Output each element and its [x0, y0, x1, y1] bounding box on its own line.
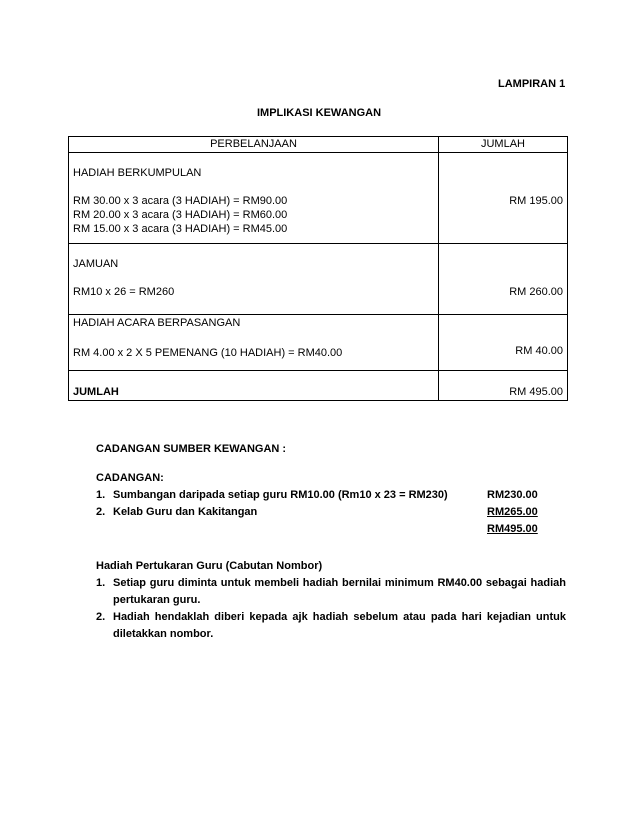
- row-line: RM 4.00 x 2 X 5 PEMENANG (10 HADIAH) = RM40.00: [73, 347, 343, 359]
- page-title: IMPLIKASI KEWANGAN: [256, 107, 382, 119]
- funding-subheading: CADANGAN:: [96, 472, 164, 484]
- total-amount-cell: [439, 371, 568, 401]
- expense-cell: [69, 153, 439, 244]
- item-text: Kelab Guru dan Kakitangan: [113, 506, 258, 518]
- item-number: 1.: [96, 489, 106, 501]
- amount-cell: [439, 315, 568, 371]
- expense-cell: [69, 315, 439, 371]
- item-number: 2.: [96, 506, 106, 518]
- table-row: [69, 315, 568, 371]
- item-amount: RM265.00: [487, 506, 538, 518]
- list-item: [96, 609, 566, 643]
- gift-exchange-section: [96, 558, 566, 643]
- row-line: RM 15.00 x 3 acara (3 HADIAH) = RM45.00: [73, 223, 288, 235]
- funding-section: [96, 441, 566, 538]
- total-label-cell: [69, 371, 439, 401]
- row-heading: HADIAH BERKUMPULAN: [73, 167, 202, 179]
- amount-cell: [439, 244, 568, 315]
- table-row: [69, 244, 568, 315]
- table-row: [69, 153, 568, 244]
- row-amount: RM 260.00: [509, 286, 563, 298]
- row-heading: JAMUAN: [73, 258, 119, 270]
- appendix-label: LAMPIRAN 1: [498, 78, 566, 90]
- item-text: Sumbangan daripada setiap guru RM10.00 (Rm10 x 23 = RM230): [113, 489, 448, 501]
- total-amount: RM 495.00: [509, 386, 563, 398]
- item-number: 1.: [96, 577, 106, 589]
- table-total-row: [69, 371, 568, 401]
- total-label: JUMLAH: [73, 386, 119, 398]
- item-number: 2.: [96, 611, 106, 623]
- row-amount: RM 195.00: [509, 195, 563, 207]
- column-header-amount: JUMLAH: [439, 137, 568, 153]
- item-text: Hadiah hendaklah diberi kepada ajk hadiah sebelum atau pada hari kejadian untuk diletakkan nombor.: [113, 611, 566, 640]
- funding-heading: CADANGAN SUMBER KEWANGAN :: [96, 443, 287, 455]
- expense-table: [68, 136, 568, 401]
- list-item: [96, 575, 566, 609]
- row-line: RM 20.00 x 3 acara (3 HADIAH) = RM60.00: [73, 209, 288, 221]
- row-line: RM10 x 26 = RM260: [73, 286, 175, 298]
- item-text: Setiap guru diminta untuk membeli hadiah bernilai minimum RM40.00 sebagai hadiah pertukaran guru.: [113, 577, 566, 606]
- row-line: RM 30.00 x 3 acara (3 HADIAH) = RM90.00: [73, 195, 288, 207]
- column-header-expense: PERBELANJAAN: [69, 137, 439, 153]
- amount-cell: [439, 153, 568, 244]
- item-amount: RM230.00: [487, 489, 538, 501]
- list-item: [96, 504, 566, 521]
- row-heading: HADIAH ACARA BERPASANGAN: [73, 317, 241, 329]
- funding-total: RM495.00: [487, 523, 538, 535]
- gift-exchange-heading: Hadiah Pertukaran Guru (Cabutan Nombor): [96, 560, 323, 572]
- expense-cell: [69, 244, 439, 315]
- table-header-row: [69, 137, 568, 153]
- funding-total-line: [96, 521, 566, 538]
- list-item: [96, 487, 566, 504]
- row-amount: RM 40.00: [515, 345, 563, 357]
